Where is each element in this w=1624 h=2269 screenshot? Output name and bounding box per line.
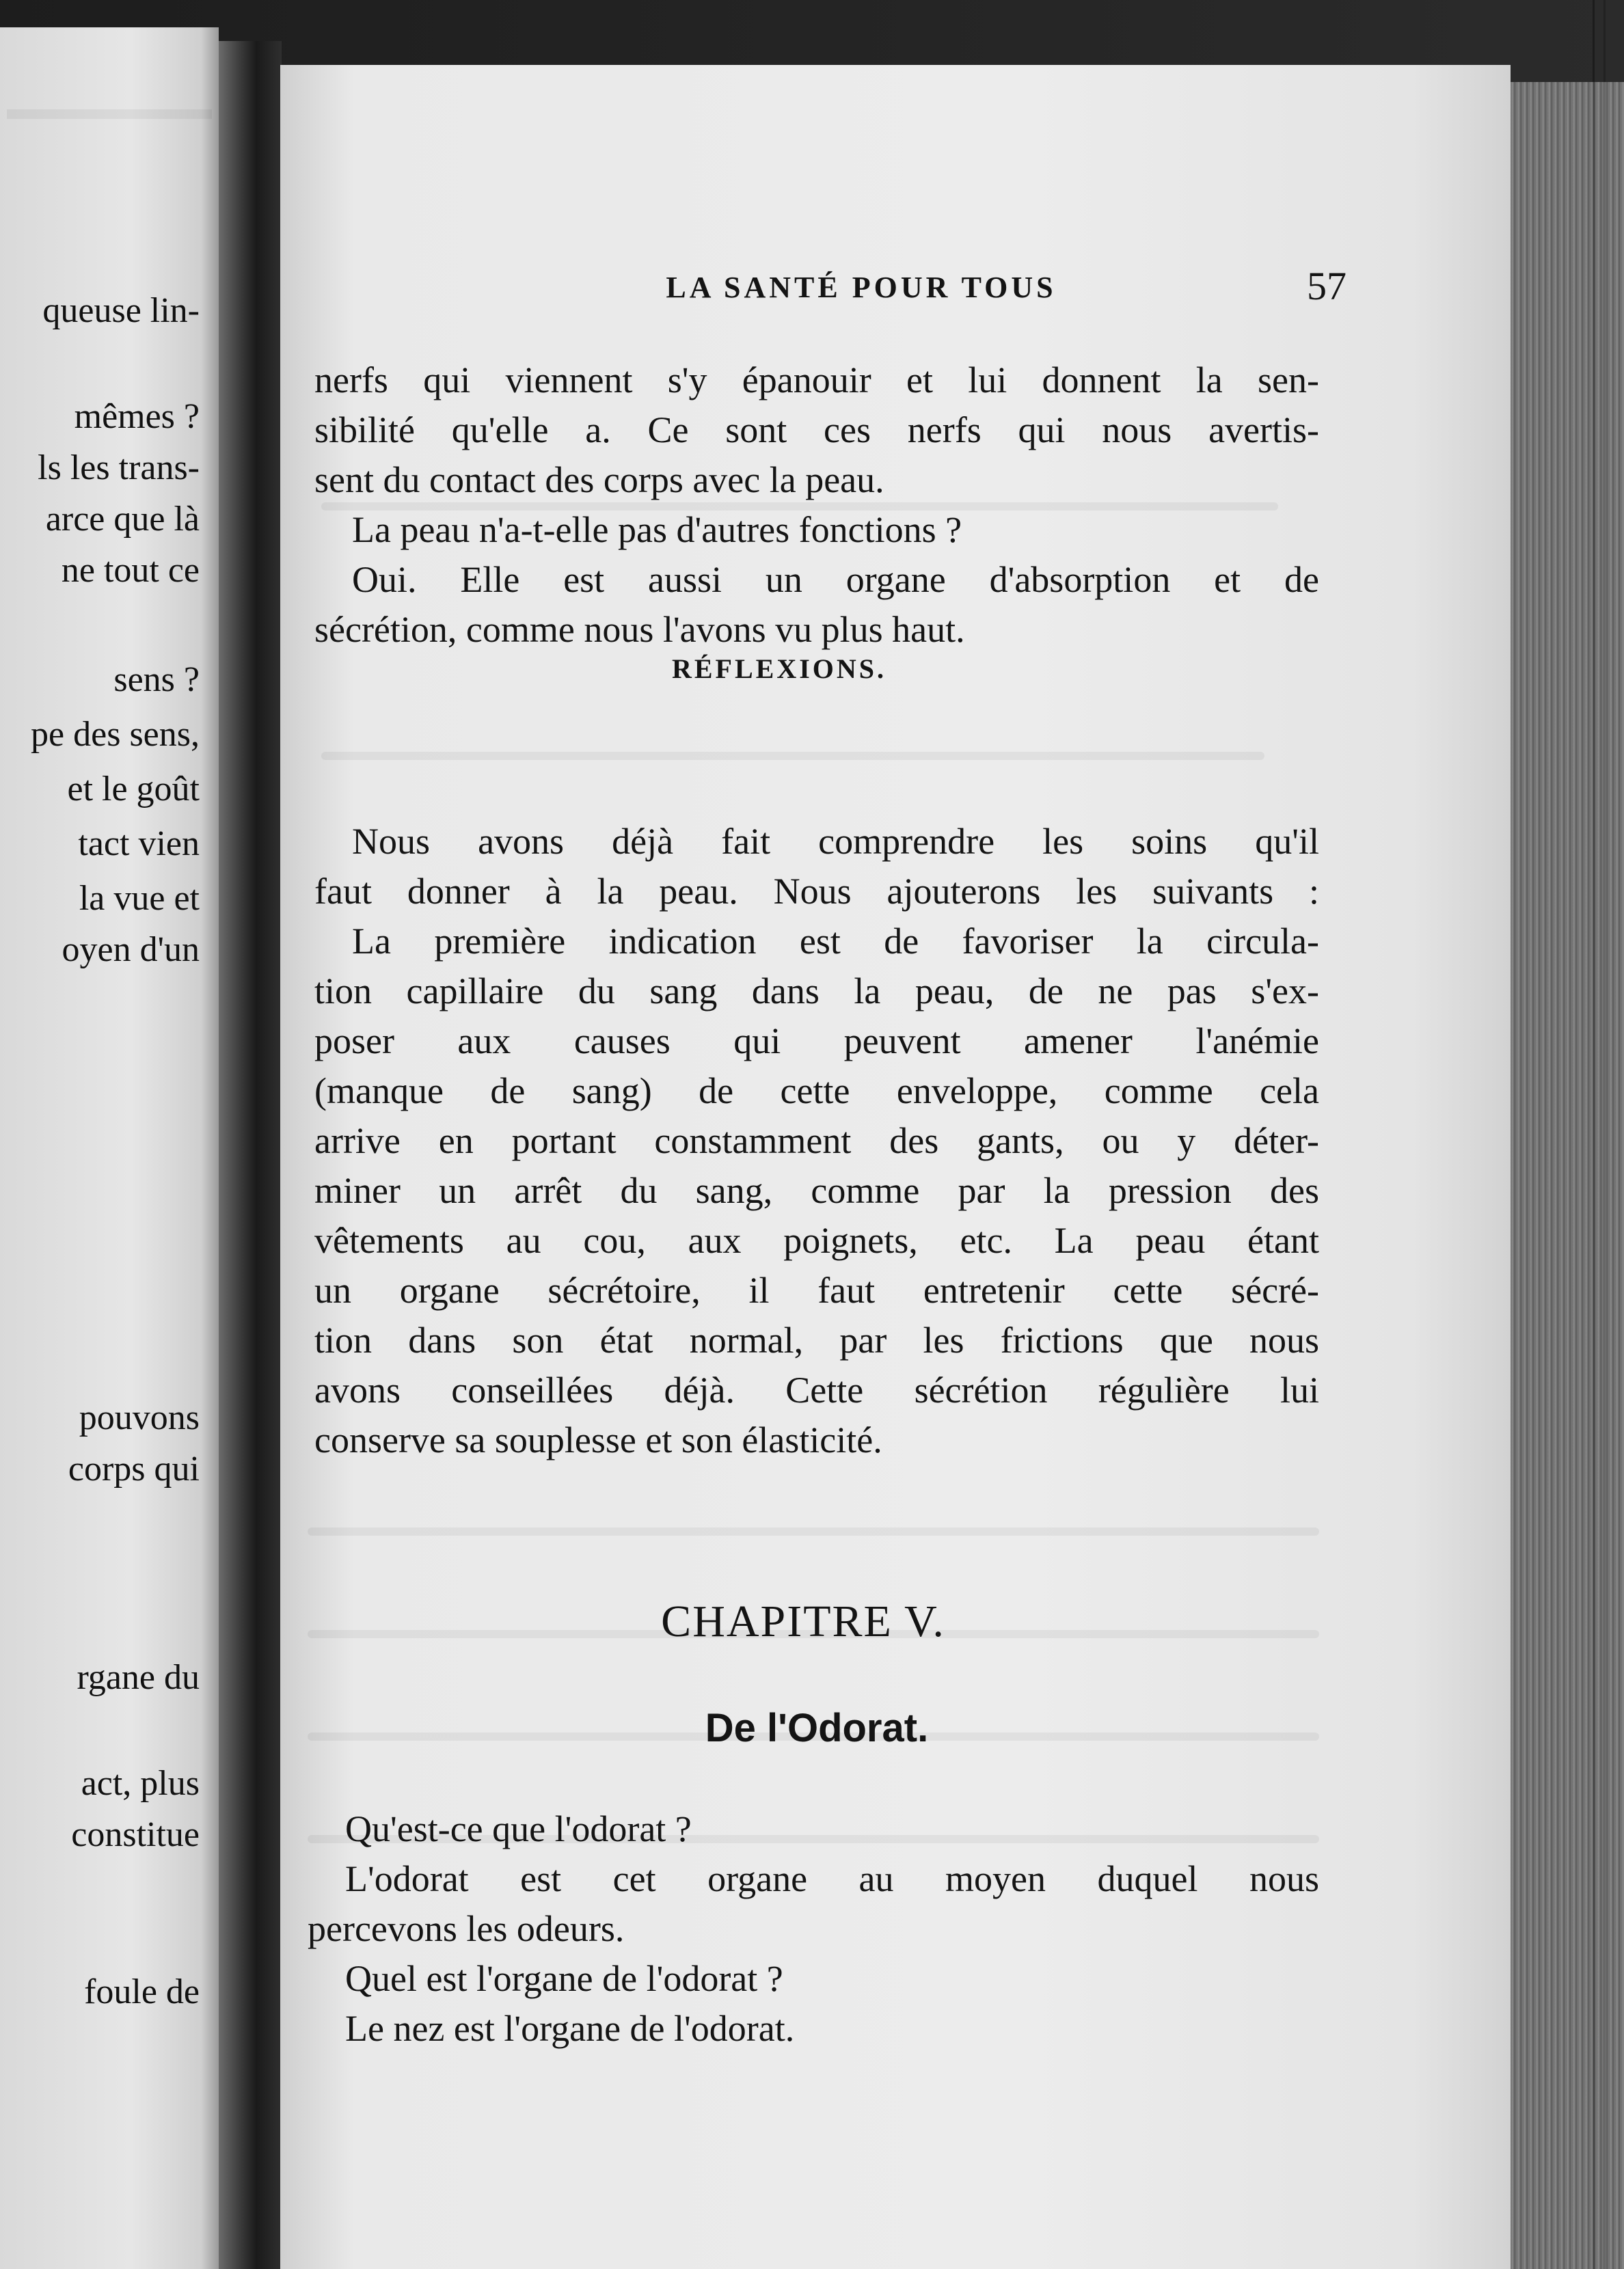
running-head bbox=[280, 264, 1511, 325]
text-line: un organe sécrétoire, il faut entretenir cette sécré- bbox=[314, 1270, 1319, 1311]
text-line: La première indication est de favoriser la circula- bbox=[352, 921, 1319, 962]
question-line: Qu'est-ce que l'odorat ? bbox=[345, 1808, 692, 1849]
chapter-heading: CHAPITRE V. bbox=[661, 1597, 945, 1646]
left-fragment: constitue bbox=[71, 1815, 200, 1854]
left-fragment: pouvons bbox=[79, 1398, 200, 1437]
left-fragment: mêmes ? bbox=[74, 397, 200, 436]
left-fragment: queuse lin- bbox=[42, 291, 200, 330]
text-line: faut donner à la peau. Nous ajouterons les suivants : bbox=[314, 871, 1319, 912]
left-fragment: et le goût bbox=[67, 770, 200, 809]
text-line: sibilité qu'elle a. Ce sont ces nerfs qui nous avertis- bbox=[314, 409, 1319, 450]
left-fragment: tact vien bbox=[78, 824, 200, 863]
page-edges bbox=[1511, 82, 1624, 2269]
left-fragment: oyen d'un bbox=[62, 930, 200, 969]
text-line: vêtements au cou, aux poignets, etc. La peau étant bbox=[314, 1220, 1319, 1261]
left-fragment: sens ? bbox=[113, 660, 200, 699]
reflexions-text bbox=[314, 817, 1319, 1465]
text-line: percevons les odeurs. bbox=[308, 1908, 625, 1949]
text-line: (manque de sang) de cette enveloppe, comme cela bbox=[314, 1070, 1319, 1111]
left-fragment: foule de bbox=[84, 1972, 200, 2011]
text-line: Oui. Elle est aussi un organe d'absorption et de bbox=[352, 559, 1319, 600]
left-fragment: pe des sens, bbox=[31, 715, 200, 754]
page-number: 57 bbox=[1307, 264, 1346, 308]
bleed-mark bbox=[308, 1527, 1319, 1536]
text-line: L'odorat est cet organe au moyen duquel nous bbox=[345, 1858, 1319, 1899]
page-57 bbox=[280, 65, 1511, 2269]
left-fragment: la vue et bbox=[79, 879, 200, 918]
left-fragment: corps qui bbox=[68, 1450, 200, 1489]
text-line: sécrétion, comme nous l'avons vu plus haut. bbox=[314, 609, 965, 650]
text-line: avons conseillées déjà. Cette sécrétion régulière lui bbox=[314, 1370, 1319, 1411]
text-line: miner un arrêt du sang, comme par la pression des bbox=[314, 1170, 1319, 1211]
section-title: De l'Odorat. bbox=[705, 1706, 929, 1750]
text-line: nerfs qui viennent s'y épanouir et lui donnent la sen- bbox=[314, 359, 1319, 400]
text-line: tion capillaire du sang dans la peau, de ne pas s'ex- bbox=[314, 970, 1319, 1011]
left-fragment: ls les trans- bbox=[38, 448, 200, 487]
text-line: arrive en portant constamment des gants, ou y déter- bbox=[314, 1120, 1319, 1161]
bleed-mark bbox=[7, 109, 212, 119]
text-line: Le nez est l'organe de l'odorat. bbox=[345, 2008, 795, 2049]
text-line: tion dans son état normal, par les frictions que nous bbox=[314, 1320, 1319, 1361]
body-text-top bbox=[314, 355, 1319, 655]
reflexions-heading: RÉFLEXIONS. bbox=[671, 653, 887, 684]
scan-streak bbox=[1603, 0, 1606, 2269]
text-line: Nous avons déjà fait comprendre les soins qu'il bbox=[352, 821, 1319, 862]
left-facing-page bbox=[0, 27, 219, 2269]
left-fragment: rgane du bbox=[77, 1658, 200, 1697]
scan-streak bbox=[1593, 0, 1595, 2269]
book-gutter bbox=[219, 41, 282, 2269]
text-line: poser aux causes qui peuvent amener l'anémie bbox=[314, 1020, 1319, 1061]
left-fragment: act, plus bbox=[81, 1764, 200, 1803]
odorat-text bbox=[308, 1804, 1319, 2054]
running-title: LA SANTÉ POUR TOUS bbox=[666, 271, 1057, 304]
text-line: conserve sa souplesse et son élasticité. bbox=[314, 1419, 882, 1460]
left-fragment: ne tout ce bbox=[61, 551, 200, 590]
left-fragment: arce que là bbox=[45, 500, 200, 539]
question-line: La peau n'a-t-elle pas d'autres fonctions ? bbox=[352, 509, 962, 550]
text-line: sent du contact des corps avec la peau. bbox=[314, 459, 884, 500]
bleed-mark bbox=[321, 752, 1264, 760]
question-line: Quel est l'organe de l'odorat ? bbox=[345, 1958, 783, 1999]
